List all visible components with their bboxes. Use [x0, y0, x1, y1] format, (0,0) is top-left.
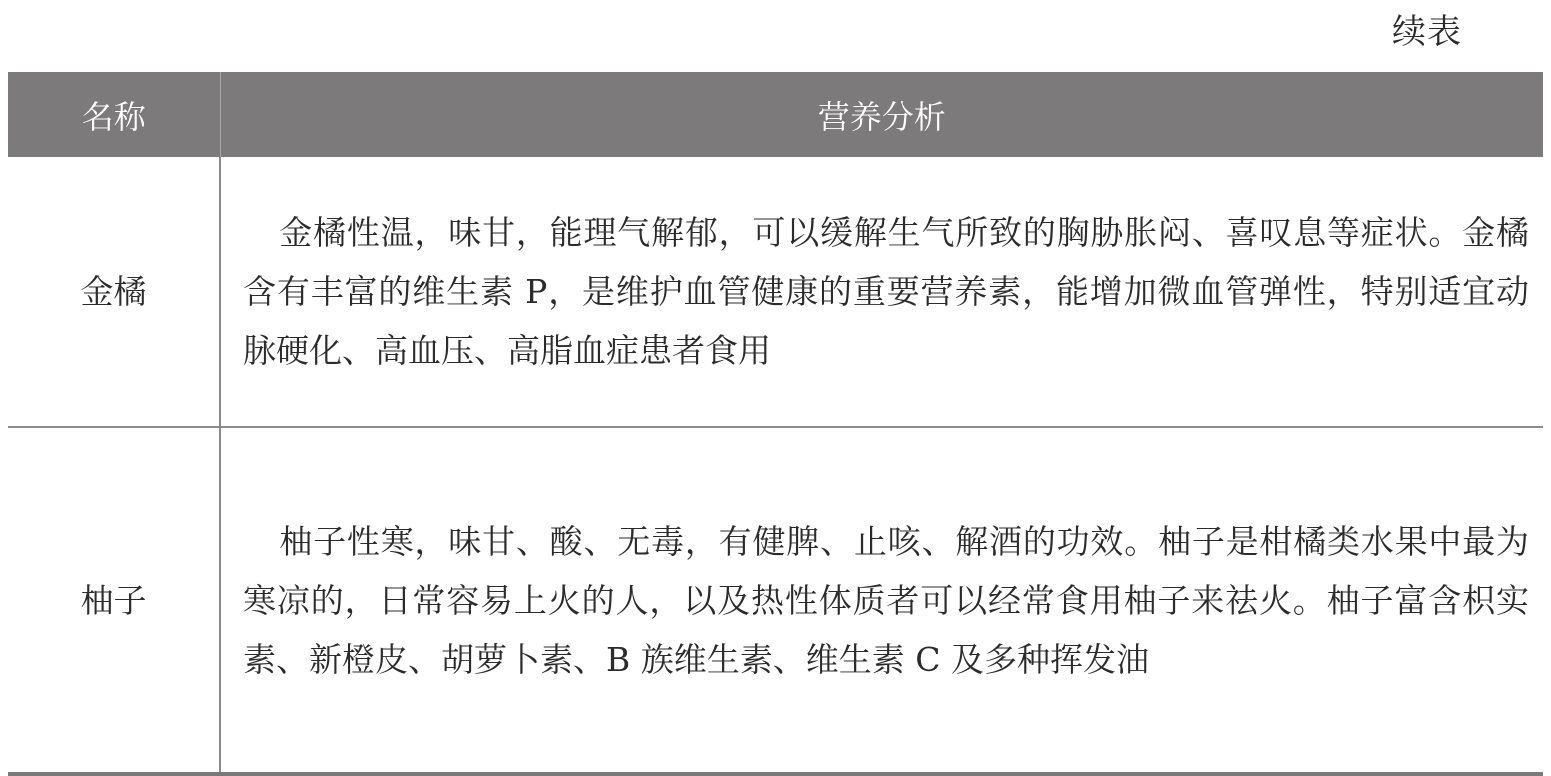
nutrition-table	[8, 72, 1543, 776]
header-row	[8, 72, 1543, 157]
continued-table-label: 续表	[1392, 12, 1462, 52]
row-name-cell: 柚子	[8, 427, 220, 774]
table-header	[8, 72, 1543, 157]
row-analysis-cell: 金橘性温，味甘，能理气解郁，可以缓解生气所致的胸胁胀闷、喜叹息等症状。金橘含有丰富的维生素 P，是维护血管健康的重要营养素，能增加微血管弹性，特别适宜动脉硬化、高血压、高脂血症患者食用	[220, 157, 1543, 427]
table-row	[8, 157, 1543, 427]
table-row	[8, 427, 1543, 774]
table-body	[8, 157, 1543, 774]
row-analysis-cell: 柚子性寒，味甘、酸、无毒，有健脾、止咳、解酒的功效。柚子是柑橘类水果中最为寒凉的，日常容易上火的人，以及热性体质者可以经常食用柚子来祛火。柚子富含枳实素、新橙皮、胡萝卜素、B 族维生素、维生素 C 及多种挥发油	[220, 427, 1543, 774]
header-analysis: 营养分析	[220, 72, 1543, 157]
row-name-cell: 金橘	[8, 157, 220, 427]
header-name: 名称	[8, 72, 220, 157]
